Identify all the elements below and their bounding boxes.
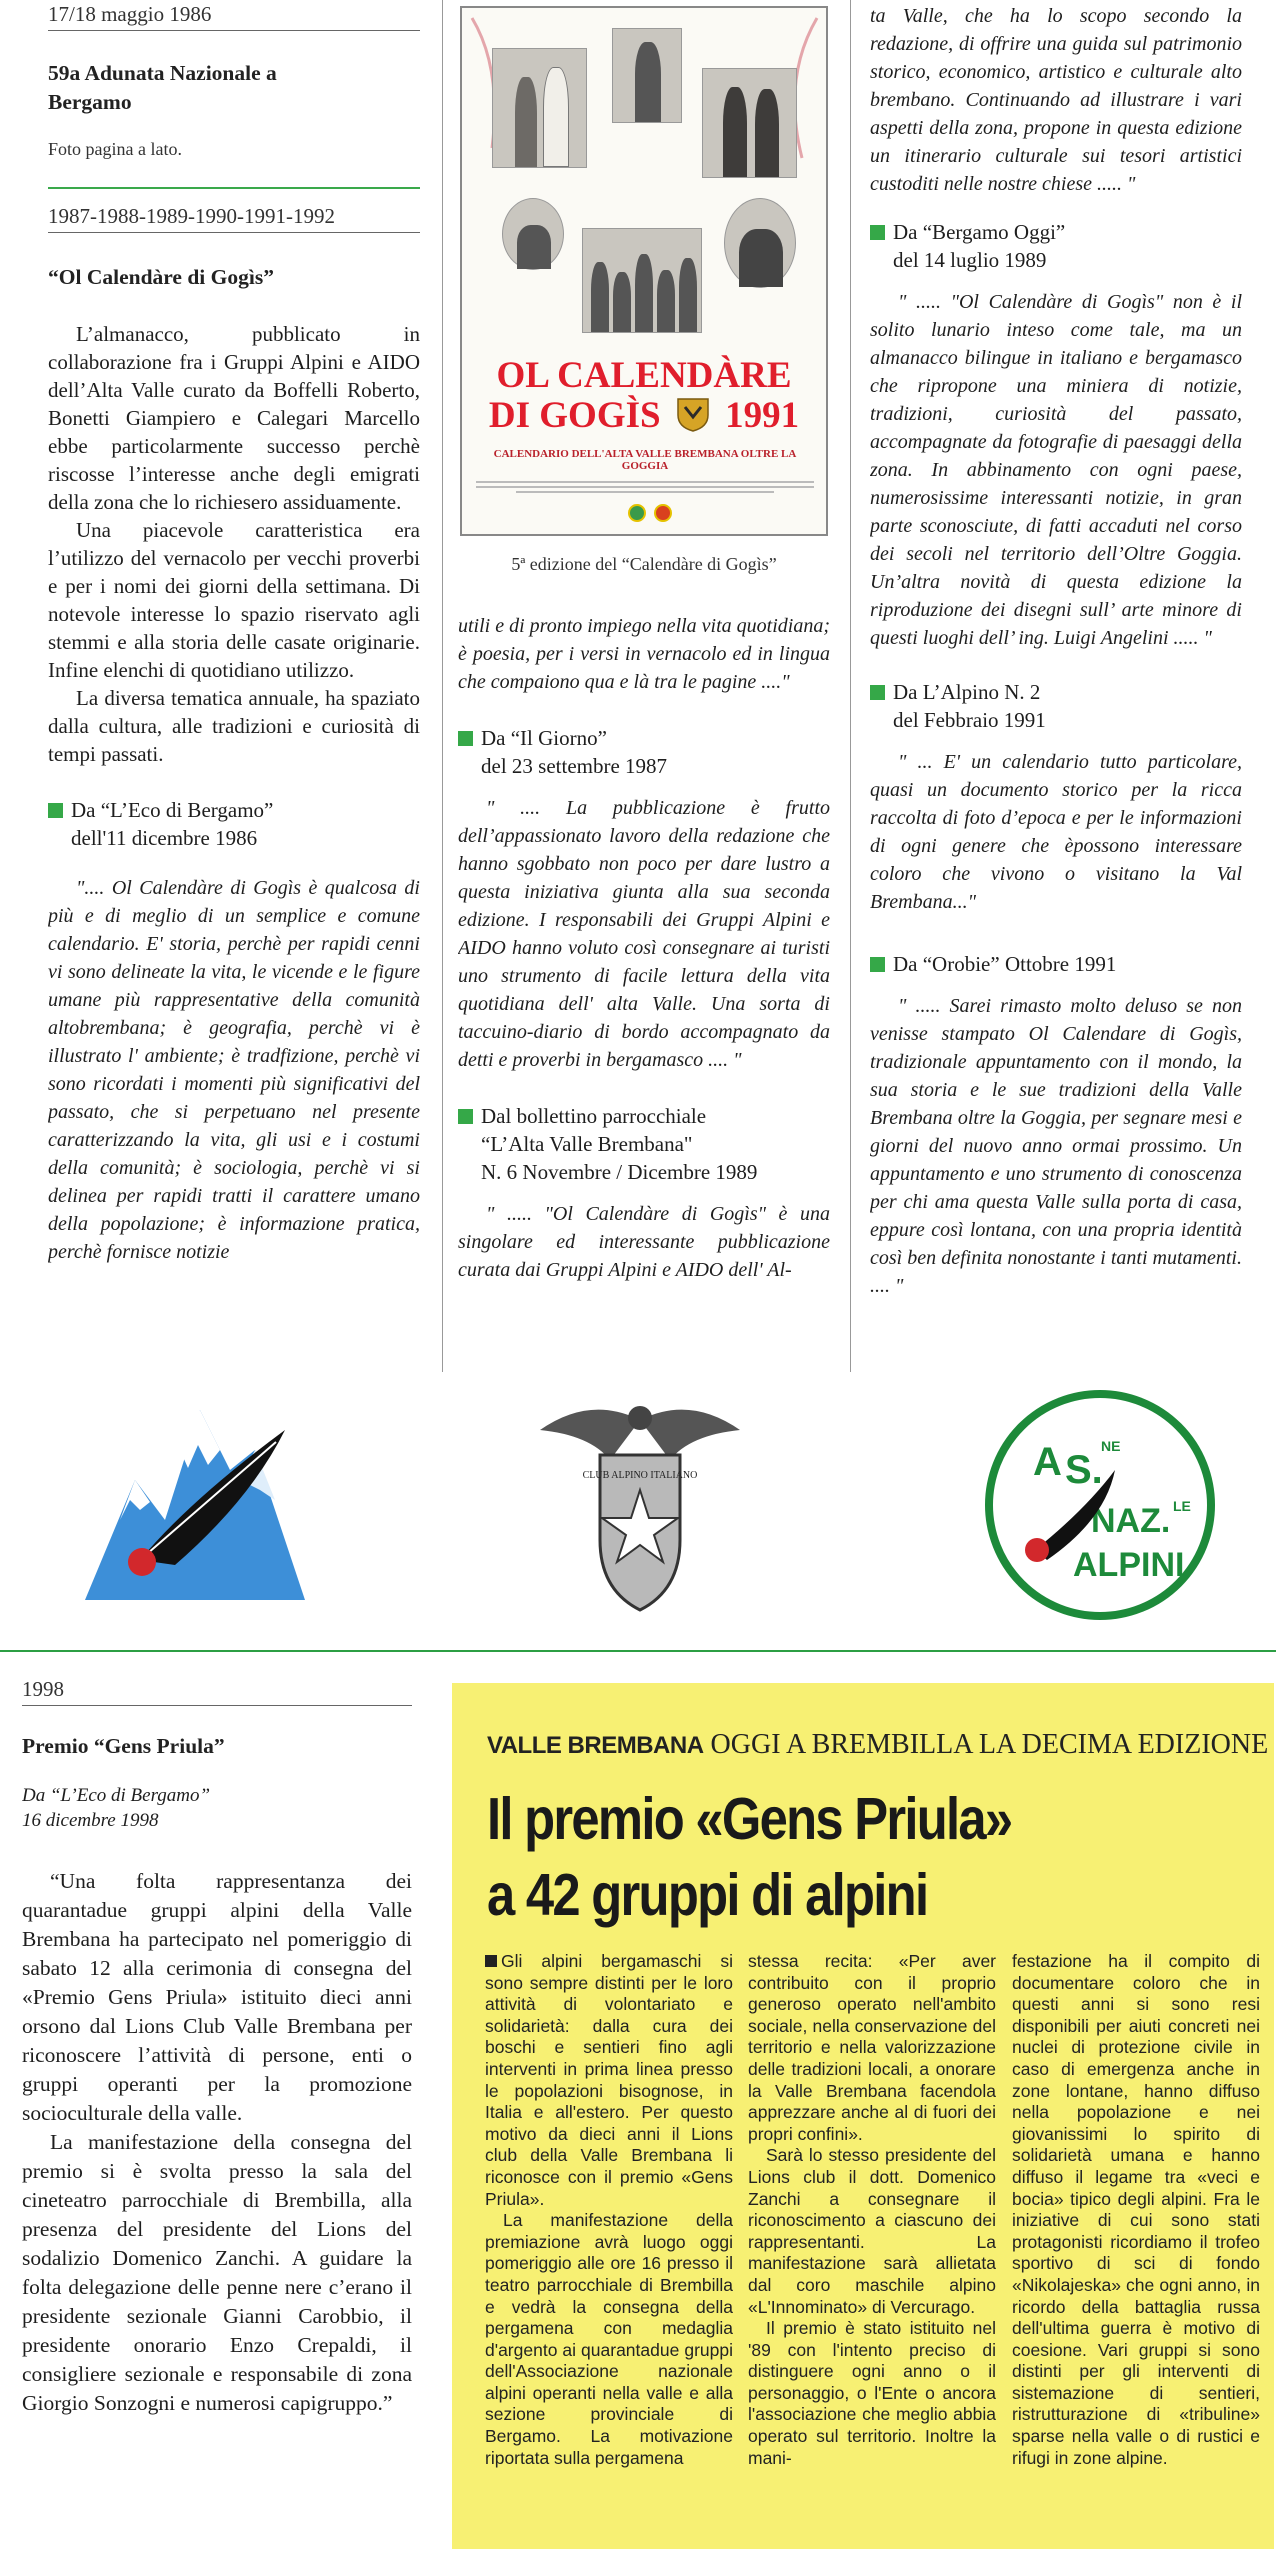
source-label: Dal bollettino parrocchiale (481, 1104, 707, 1128)
green-square-bullet (870, 225, 885, 240)
sponsor-logos (622, 502, 682, 524)
quote-text: " ..... "Ol Calendàre di Gogìs" è una singolare ed interessante pubblicazione curata dai Gruppi Alpini e AIDO dell' Al- (458, 1203, 830, 1281)
paragraph-text: Gli alpini bergamaschi si sono sempre distinti per le loro attività di volontariato e solidarietà: dalla cura dei boschi e sentieri fino agli interventi in prima linea presso le popolazioni bisognose, in Italia e all'estero. Per questo motivo da dieci anni il Lions club della Valle Brembana li riconosce con il premio «Gens Priula». (485, 1951, 733, 2209)
club-alpino-eagle-emblem (530, 1390, 750, 1620)
column-1 (48, 0, 420, 1372)
vintage-portrait (502, 198, 564, 270)
paragraph: La diversa tematica annuale, ha spaziato dalla cultura, alle tradizioni e curiosità di tempi passati. (48, 686, 420, 766)
quote-orobie (870, 992, 1242, 1300)
source-label: Da “Bergamo Oggi” (893, 220, 1066, 244)
source-eco-1986 (48, 796, 420, 852)
source-line: N. 6 Novembre / Dicembre 1989 (481, 1160, 758, 1184)
column-separator (442, 0, 443, 1372)
section-divider (0, 1650, 1276, 1652)
feather-icon (985, 1390, 1215, 1620)
source-label: Da “L’Eco di Bergamo” (22, 1785, 211, 1806)
column-2 (458, 612, 830, 1372)
coat-of-arms-icon (676, 397, 710, 433)
source-bergamo-oggi (870, 218, 1242, 274)
ana-logo-text-le: LE (1173, 1498, 1191, 1514)
ana-logo-text-naz: NAZ. (1091, 1502, 1171, 1540)
quote-il-giorno (458, 794, 830, 1074)
source-date: del 23 settembre 1987 (481, 754, 668, 778)
section-divider (48, 187, 420, 189)
source-date: del Febbraio 1991 (893, 708, 1046, 732)
article-body (22, 1867, 412, 2418)
paragraph: festazione ha il compito di documentare coloro che in questi anni si sono resi disponibili per aiuti concreti nei nuclei di protezione civile in caso di emergenza anche in zone lontane, hanno diffuso nella popolazione e nei giovanissimi lo spirito di solidarietà umana e hanno diffuso il legame tra «veci e bocia» tipico degli alpini. Fra le iniziative di cui sono stati protagonisti ricordiamo il trofeo sportivo di sci di fondo «Nikolajeska» che ogni anno, in ricordo della battaglia russa dell'ultima guerra è motivo di coesione. Vari gruppi si sono distinti per gli interventi di sistemazione di sentieri, ristrutturazione di «tribuline» sparse nella valle o di rustici e rifugi in zone alpine. (1012, 1951, 1260, 2468)
clipping-column-2 (748, 1951, 996, 2541)
quote-continuation (870, 2, 1242, 198)
source-label: Da “Orobie” Ottobre 1991 (893, 952, 1117, 976)
source-il-giorno (458, 724, 830, 780)
quote-bollettino (458, 1200, 830, 1284)
calendar-cover-image (460, 6, 828, 536)
column-separator (850, 0, 851, 1372)
clipping-column-3 (1012, 1951, 1260, 2541)
clipping-headline (487, 1781, 1011, 1933)
dateline-1998: 1998 (22, 1676, 412, 1706)
ana-logo (985, 1390, 1215, 1620)
vintage-portrait (724, 198, 796, 288)
paragraph: L’almanacco, pubblicato in collaborazione fra i Gruppi Alpini e AIDO dell’Alta Valle curato da Boffelli Roberto, Bonetti Giampiero e Calegari Marcello ebbe particolarmente successo perchè riscosse l’interesse anche degli emigrati della zona che lo richiesero assiduamente. (48, 322, 420, 514)
column-3 (870, 0, 1242, 1372)
photo-caption: Foto pagina a lato. (48, 139, 182, 159)
ana-logo-text-s: S. (1065, 1448, 1103, 1492)
source-date: 16 dicembre 1998 (22, 1810, 159, 1831)
clipping-kicker (487, 1729, 1268, 1762)
source-date: del 14 luglio 1989 (893, 248, 1047, 272)
poster-caption: 5ª edizione del “Calendàre di Gogìs” (511, 554, 777, 574)
vintage-photo (702, 68, 797, 178)
paragraph: La manifestazione della consegna del premio si è svolta presso la sala del cineteatro parrocchiale di Brembilla, alla presenza del presidente del Lions del sodalizio Domenico Zanchi. A guidare la folta delegazione delle penne nere c’erano il presidente sezionale Gianni Carobbio, il presidente onorario Enzo Crepaldi, il consigliere sezionale e responsabile di zona Giorgio Sonzogni e numerosi capigruppo.” (22, 2130, 412, 2415)
source-alpino (870, 678, 1242, 734)
dateline-1986: 17/18 maggio 1986 (48, 1, 420, 31)
green-square-bullet (870, 685, 885, 700)
quote-text: utili e di pronto impiego nella vita quotidiana; è poesia, per i versi in vernacolo ed in lingua che compaiono qua e là tra le pagine ...." (458, 615, 830, 693)
quote-text: " .... La pubblicazione è frutto dell’appassionato lavoro della redazione che hanno sgobbato non poco per dare lustro a questa iniziativa giunta alla sua seconda edizione. I responsabili dei Gruppi Alpini e AIDO hanno voluto così consegnare ai turisti uno strumento di facile lettura della vita quotidiana dell' alta Valle. Una sorta di taccuino-diario di bordo accompagnato da detti e proverbi in bergamasco .... " (458, 797, 830, 1071)
kicker-bold: VALLE BREMBANA (487, 1732, 704, 1759)
newspaper-clipping (452, 1683, 1274, 2549)
poster-title-line-1: OL CALENDÀRE (496, 355, 792, 396)
source-date: dell'11 dicembre 1986 (71, 826, 258, 850)
poster-title-line-2 (462, 396, 826, 436)
quote-text: " ..... "Ol Calendàre di Gogìs" non è il solito lunario inteso come tale, ma un almanacco bilingue in italiano e bergamasco che ripropone una miniera di notizie, tradizioni, curiosità del passato, accompagnate da fotografie di paesaggi della zona. In abbinamento con ogni paese, numerosissime interessanti notizie, in gran parte sconosciute, di fatti accaduti nel corso dei secoli nel territorio dell’Oltre Goggia. Un’altra novità di questa edizione la riproduzione dei disegni sull’ arte minore di questi luoghi dell’ ing. Luigi Angelini ..... " (870, 291, 1242, 649)
quote-text: ".... Ol Calendàre di Gogìs è qualcosa di più e di meglio di un semplice e comune calendario. E' storia, perchè per rapidi cenni vi sono delineate la vita, le vicende e le figure umane più rappresentative della comunità altobrembana; è geografia, perchè vi è illustrato l' ambiente; è tradfizione, perchè vi sono ricordati i momenti più significativi del passato, che si perpetuano nel presente caratterizzando la vita, gli usi e i costumi della comunità; è sociologia, perchè vi si delinea per rapidi tratti il carattere umano della popolazione; è informazione pratica, perchè fornisce notizie (48, 877, 420, 1263)
ana-logo-text-ne: NE (1101, 1438, 1121, 1454)
quote-eco (48, 874, 420, 1266)
paragraph (485, 1951, 733, 2210)
paragraph: La manifestazione della premiazione avrà luogo oggi pomeriggio alle ore 16 presso il teatro parrocchiale di Brembilla e vedrà la consegna della pergamena con medaglia d'argento ai quarantadue gruppi dell'Associazione nazionale alpini operanti nella valle e alla sezione provinciale di Bergamo. La motivazione riportata sulla pergamena (485, 2210, 733, 2468)
green-square-bullet (870, 957, 885, 972)
green-square-bullet (458, 731, 473, 746)
source-label: Da L’Alpino N. 2 (893, 680, 1041, 704)
heading-calendare: “Ol Calendàre di Gogìs” (48, 265, 274, 289)
lower-column (22, 1676, 412, 2551)
ana-logo-text-alpini: ALPINI (1073, 1546, 1185, 1584)
heading-adunata: 59a Adunata Nazionale a Bergamo (48, 61, 277, 114)
vintage-photo (612, 28, 682, 123)
green-square-bullet (48, 803, 63, 818)
paragraph: “Una folta rappresentanza dei quarantadue gruppi alpini della Valle Brembana ha partecipato nel pomeriggio di sabato 12 alla cerimonia di consegna del «Premio Gens Priula» istituito dieci anni orsono dal Lions Club Valle Brembana per riconoscere l’attività di persone, enti o gruppi operanti per la promozione socioculturale della valle. (22, 1869, 412, 2125)
paragraph: Il premio è stato istituito nel '89 con l'intento preciso di distinguere ogni anno o il personaggio, o l'Ente o ancora l'associazione che meglio abbia operato sul territorio. Inoltre la mani- (748, 2318, 996, 2468)
aido-badge-icon (654, 504, 672, 522)
headline-line-1: Il premio «Gens Priula» (487, 1786, 1012, 1852)
poster-subtitle: CALENDARIO DELL'ALTA VALLE BREMBANA OLTRE LA GOGGIA (493, 448, 797, 472)
vintage-photo (582, 228, 702, 333)
poster-title-text: DI GOGÌS (488, 395, 661, 436)
source-label: Da “Il Giorno” (481, 726, 607, 750)
quote-bergamo-oggi (870, 288, 1242, 652)
paragraph: stessa recita: «Per aver contribuito con il proprio generoso operato nell'ambito sociale, nella conservazione del territorio e nella valorizzazione delle tradizioni locali, a onorare la Valle Brembana facendola apprezzare anche al di fuori dei propri confini». (748, 1951, 996, 2144)
mountain-feather-logo (80, 1390, 310, 1610)
source-line: “L’Alta Valle Brembana" (481, 1132, 693, 1156)
quote-continuation (458, 612, 830, 696)
kicker-text: OGGI A BREMBILLA LA DECIMA EDIZIONE (710, 1729, 1269, 1760)
source-label: Da “L’Eco di Bergamo” (71, 798, 274, 822)
green-square-bullet (458, 1109, 473, 1124)
poster-fine-print (476, 478, 814, 496)
club-alpino-text: CLUB ALPINO ITALIANO (582, 1470, 698, 1481)
source-orobie (870, 950, 1242, 978)
ana-badge-icon (628, 504, 646, 522)
quote-text: " ..... Sarei rimasto molto deluso se non venisse stampato Ol Calendare di Gogìs, tradizionale appuntamento con il mondo, la sua storia e le sue tradizioni della Valle Brembana oltre la Goggia, per segnare mesi e giorni del nuovo anno ormai prossimo. Un appuntamento e uno strumento di conoscenza per chi ama questa Valle sulla porta di casa, eppure così lontana, con una propria identità così ben definita nonostante i tanti mutamenti. .... " (870, 995, 1242, 1297)
source-bollettino (458, 1102, 830, 1186)
quote-text: " ... E' un calendario tutto particolare, quasi un documento storico per la ricca raccolta di foto d’epoca e per le informazioni di ogni genere che èpossono interessare coloro che vivono o visitano la Val Brembana..." (870, 751, 1242, 913)
quote-alpino (870, 748, 1242, 916)
lead-block-icon (485, 1955, 497, 1967)
logo-strip (0, 1390, 1276, 1635)
clipping-column-1 (485, 1951, 733, 2541)
article-body (48, 320, 420, 768)
ana-logo-text-a: A (1033, 1440, 1062, 1484)
poster-year: 1991 (725, 395, 800, 436)
quote-text: ta Valle, che ha lo scopo secondo la redazione, di offrire una guida sul patrimonio storico, economico, artistico e culturale alto brembano. Continuando ad illustrare i vari aspetti della zona, propone in questa edizione un itinerario culturale sui tesori artistici custoditi nelle nostre chiese ..... " (870, 5, 1242, 195)
source-eco-1998 (22, 1783, 412, 1833)
headline-line-2: a 42 gruppi di alpini (487, 1862, 928, 1928)
paragraph: Una piacevole caratteristica era l’utilizzo del vernacolo per vecchi proverbi e per i nomi dei giorni della settimana. Di notevole interesse lo spazio riservato agli stemmi e alla storia delle casate originarie. Infine elenchi di quotidiano utilizzo. (48, 518, 420, 682)
dateline-years: 1987-1988-1989-1990-1991-1992 (48, 203, 420, 233)
heading-gens-priula: Premio “Gens Priula” (22, 1734, 225, 1758)
vintage-photo (492, 48, 587, 168)
paragraph: Sarà lo stesso presidente del Lions club il dott. Domenico Zanchi a consegnare il riconoscimento a ciascuno dei rappresentanti. La manifestazione sarà allietata dal coro maschile alpino «L'Innominato» di Vercurago. (748, 2145, 996, 2317)
